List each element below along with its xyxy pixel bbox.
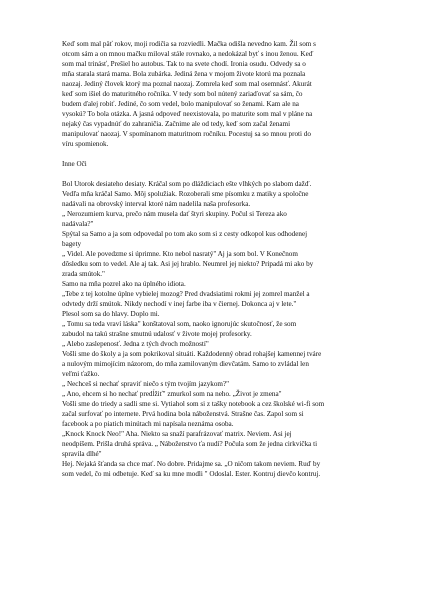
text-line: Spýtal sa Samo a ja som odpovedal po tom ako som si z cesty odkopol kus odhodenej <box>62 230 308 238</box>
text-line: „Knock Knock Neo!" Aha. Niekto sa snaží parafrázovať matrix. Neviem. Asi jej <box>62 430 292 438</box>
text-line: som mal trinásť, Prešiel ho autobus. Tak to na svete chodí. Ironia osudu. Odvedy sa o <box>62 60 306 68</box>
text-line: naozaj. Jediný človek ktorý ma poznal naozaj. Zomrela keď som mal osemnásť. Akurát <box>62 80 312 88</box>
text-line: víru spomienok. <box>62 140 109 148</box>
text-line: Samo na mňa pozrel ako na úplného idiota. <box>62 280 186 288</box>
text-line: „ Nerozumiem kurva, prečo nám musela dať štyri skupiny. Počul si Tereza ako <box>62 210 287 218</box>
text-line: nadávali na obrovský interval ktoré nám nadelila naša profesorka. <box>62 200 251 208</box>
text-line: vysokú? To bola otázka. A jasná odpoveď neexistovala, po maturite som mal v pláne na <box>62 110 313 118</box>
text-line: otcom sám a on mnou mačku miloval stále rovnako, a nedokázal byť s inou ženou. Keď <box>62 50 314 58</box>
text-line: Bol Utorok desiateho desiaty. Kráčal som po dláždiciach ešte vlhkých po slabom dažď. <box>62 180 312 188</box>
text-line: zabudol na takú strašne smutnú udalosť v živote mojej profesorky. <box>62 330 252 338</box>
text-line: „Tebe z tej kotolne úplne vybielej mozog? Pred dvadsiatimi rokmi jej zomrel manžel a <box>62 290 310 298</box>
chapter-body <box>62 179 370 479</box>
chapter-heading: Inne Oči <box>62 160 87 168</box>
text-line: „ Alebo zaslepenosť. Jedna z tých dvoch možností" <box>62 340 209 348</box>
text-line: začal surfovať po internete. Prvá hodina bola náboženstvá. Strašne čas. Zapol som si <box>62 410 304 418</box>
text-line: odvtedy drží smútok. Nikdy nechodí v inej farbe iba v čiernej. Dokonca aj v lete." <box>62 300 297 308</box>
text-line: Vedľa mňa kráčal Samo. Môj spolužiak. Rozoberali sme písomku z matiky a spoločne <box>62 190 309 198</box>
text-line: budem ďalej robiť. Jediné, čo som vedel, bolo manipulovať so ženami. Kam ale na <box>62 100 299 108</box>
text-line: nejaký čas vypadnúť do zahraničia. Začnime ale od tedy, keď som začal ženami <box>62 120 291 128</box>
text-line: Plesol som sa do hlavy. Doplo mi. <box>62 310 160 318</box>
text-line: zrada smútok." <box>62 270 105 278</box>
text-line: neodpíšem. Prišla druhá správa. „ Náboženstvo ťa nudí? Počula som že jedna cirkvička ti <box>62 440 318 448</box>
text-line: manipulovať naozaj. V spomínanom maturitnom ročníku. Pocestuj sa so mnou proti do <box>62 130 311 138</box>
text-line: nadávala?" <box>62 220 94 228</box>
text-line: „ Videl. Ale povedzme si úprimne. Kto nebol nasratý" Aj ja som bol. V Konečnom <box>62 250 298 258</box>
text-line: Keď som mal päť rokov, moji rodičia sa rozviedli. Mačka odišla nevedno kam. Žil som s <box>62 40 316 48</box>
text-line: „ Ano, ehcem si ho nechať predĺžiť" zmurkol som na neho. „Život je zmena" <box>62 390 282 398</box>
text-line: facebook a po piatich minútach mi napísala neznáma osoba. <box>62 420 234 428</box>
text-line: a nulovým mimojícim názorom, do mňa zamilovaným dievčatám. Samo to zvládal len <box>62 360 309 368</box>
text-line: „ Nechceš si nechať spraviť niečo s tým tvojím jazykom?" <box>62 380 230 388</box>
text-line: mňa starala stará mama. Bola zubárka. Jediná žena v mojom živote ktorú ma poznala <box>62 70 306 78</box>
text-line: bagety <box>62 240 82 248</box>
text-line: veľmi ťažko. <box>62 370 100 378</box>
text-line: Vošli sme do školy a ja som pokrikoval situáti. Každodenný obrad rohajšej kamennej tváre <box>62 350 322 358</box>
text-line: Vošli sme do triedy a sadli sme si. Vytiahol som si z tašky notebook a cez školské wi-fi som <box>62 400 325 408</box>
text-line: „ Tomu sa teda vraví láska" konštatoval som, naoko ignorujúc skutočnosť, že som <box>62 320 297 328</box>
text-line: spravila dlhé" <box>62 450 102 458</box>
text-line: keď som išiel do maturitného ročníka. V tedy som bol nútený zariaďovať sa sám, čo <box>62 90 303 98</box>
intro-section <box>62 39 370 149</box>
text-line: Hej. Nejaká šťanda sa chce mať. No dobre. Pridajme sa. „O ničom takom neviem. Ruď by <box>62 460 321 468</box>
text-line: som vedel, čo mi odbetuje. Keď sa ku mne modli " Odoslal. Ester. Kontruj dievčo kontruj. <box>62 470 321 478</box>
text-line: dôsledku som to vedel. Ale aj tak. Asi jej hrablo. Neumrel jej niekto? Pripadá mi ako by <box>62 260 314 268</box>
